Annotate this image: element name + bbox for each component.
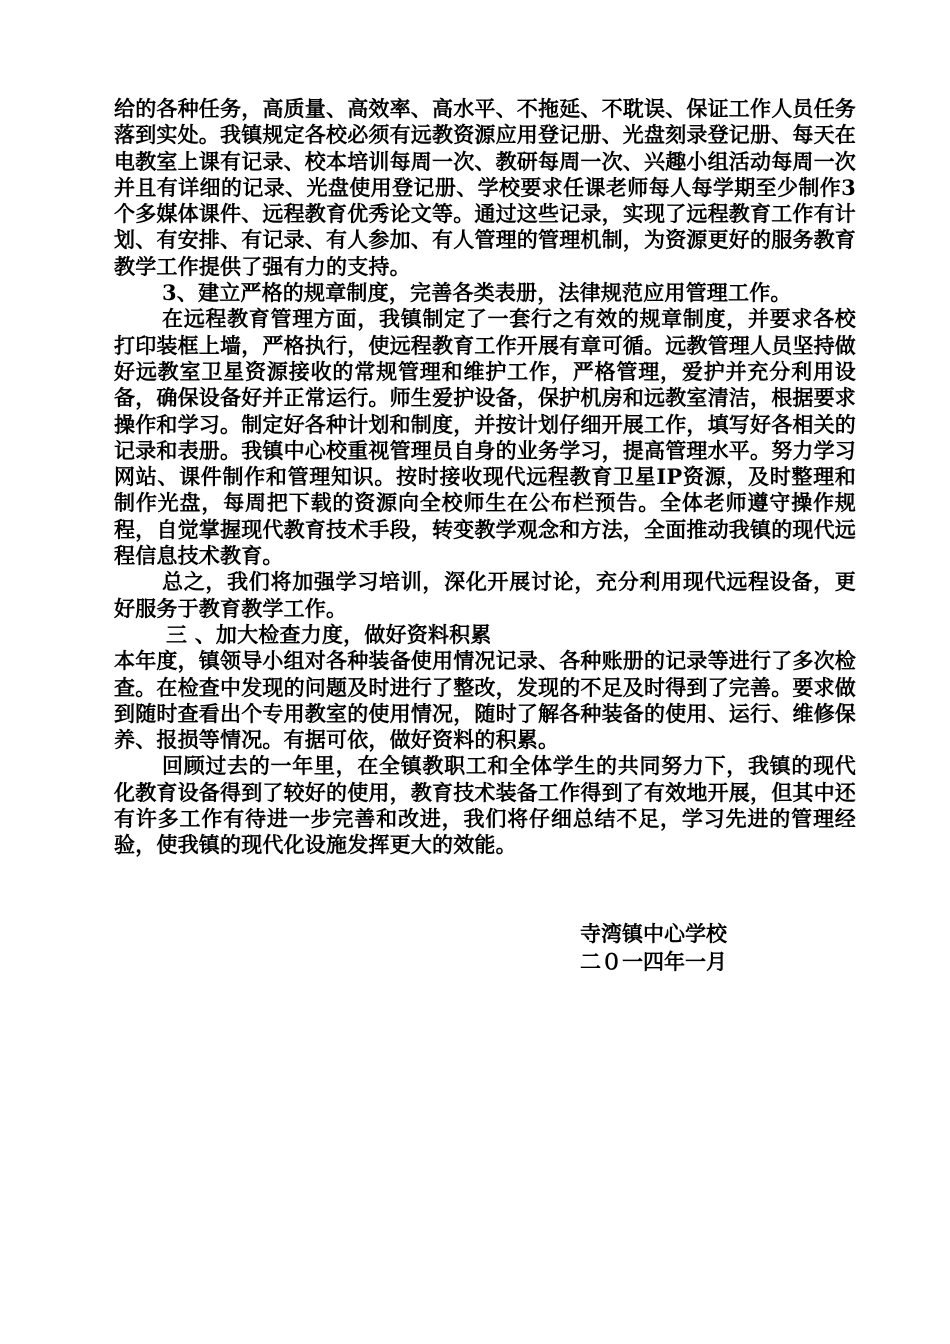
signature-block bbox=[580, 920, 727, 976]
section-heading-3: 三 、加大检查力度，做好资料积累 bbox=[166, 621, 492, 647]
paragraph-inspection: 本年度，镇领导小组对各种装备使用情况记录、各种账册的记录等进行了多次检查。在检查中发现的问题及时进行了整改，发现的不足及时得到了完善。要求做到随时查看出个专用教室的使用情况，随时了解各种装备的使用、运行、维修保养、报损等情况。有据可依，做好资料的积累。 bbox=[114, 648, 856, 753]
document-body bbox=[114, 96, 856, 859]
paragraph-continuation: 给的各种任务，高质量、高效率、高水平、不拖延、不耽误、保证工作人员任务落到实处。我镇规定各校必须有远教资源应用登记册、光盘刻录登记册、每天在电教室上课有记录、校本培训每周一次、教研每周一次、兴趣小组活动每周一次并且有详细的记录、光盘使用登记册、学校要求任课老师每人每学期至少制作3个多媒体课件、远程教育优秀论文等。通过这些记录，实现了远程教育工作有计划、有安排、有记录、有人参加、有人管理的管理机制，为资源更好的服务教育教学工作提供了强有力的支持。 bbox=[114, 96, 856, 279]
paragraph-summary: 总之，我们将加强学习培训，深化开展讨论，充分利用现代远程设备，更好服务于教育教学工作。 bbox=[114, 569, 856, 621]
signature-date: 二０一四年一月 bbox=[580, 949, 727, 974]
signature-organization: 寺湾镇中心学校 bbox=[580, 921, 727, 946]
paragraph-review: 回顾过去的一年里，在全镇教职工和全体学生的共同努力下，我镇的现代化教育设备得到了较好的使用，教育技术装备工作得到了有效地开展，但其中还有许多工作有待进一步完善和改进，我们将仔细总结不足，学习先进的管理经验，使我镇的现代化设施发挥更大的效能。 bbox=[114, 753, 856, 858]
paragraph-management: 在远程教育管理方面，我镇制定了一套行之有效的规章制度，并要求各校打印装框上墙，严格执行，使远程教育工作开展有章可循。远教管理人员坚持做好远教室卫星资源接收的常规管理和维护工作，严格管理，爱护并充分利用设备，确保设备好并正常运行。师生爱护设备，保护机房和远教室清洁，根据要求操作和学习。制定好各种计划和制度，并按计划仔细开展工作，填写好各相关的记录和表册。我镇中心校重视管理员自身的业务学习，提高管理水平。努力学习网站、课件制作和管理知识。按时接收现代远程教育卫星IP资源，及时整理和制作光盘，每周把下载的资源向全校师生在公布栏预告。全体老师遵守操作规程，自觉掌握现代教育技术手段，转变教学观念和方法，全面推动我镇的现代远程信息技术教育。 bbox=[114, 306, 856, 569]
section-item-3: 3、建立严格的规章制度，完善各类表册，法律规范应用管理工作。 bbox=[162, 280, 792, 306]
